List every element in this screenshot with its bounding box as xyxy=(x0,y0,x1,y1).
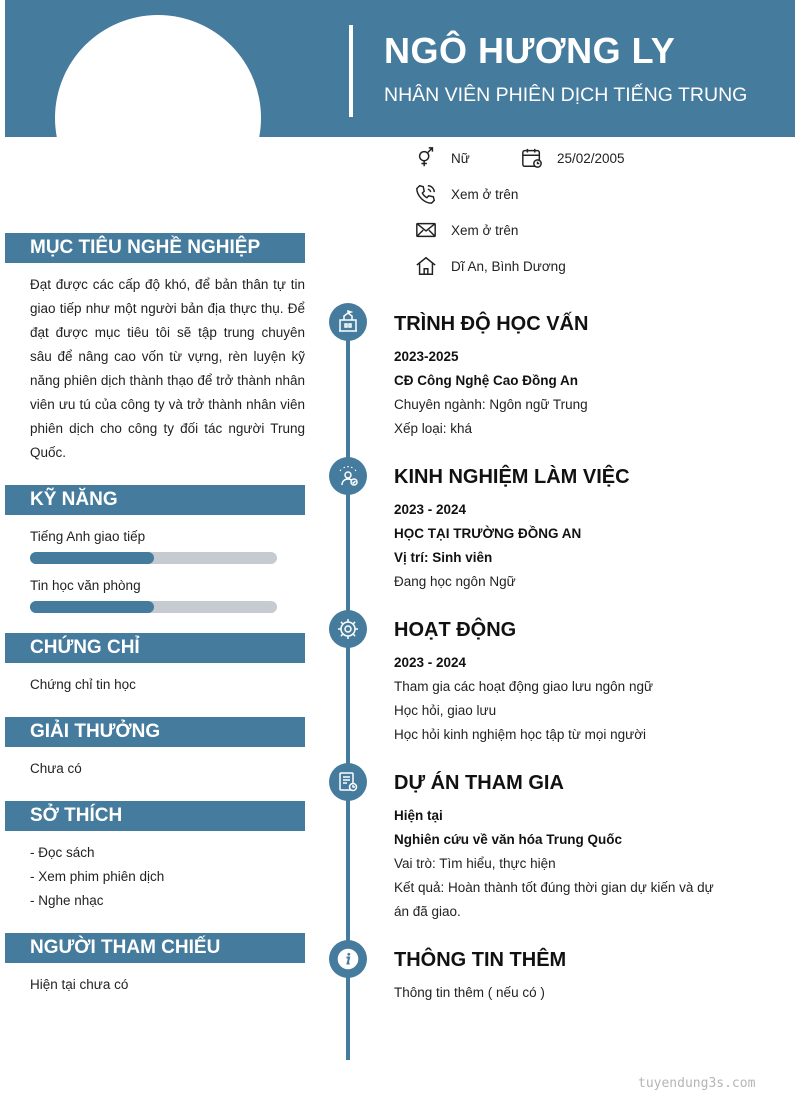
experience-position: Vị trí: Sinh viên xyxy=(394,550,493,565)
candidate-name: NGÔ HƯƠNG LY xyxy=(384,30,676,71)
projects-period: Hiện tại xyxy=(394,808,443,823)
gear-icon xyxy=(336,617,360,641)
extra-icon-badge xyxy=(329,940,367,978)
watermark: tuyendung3s.com xyxy=(638,1076,756,1091)
info-icon xyxy=(336,947,360,971)
experience-period: 2023 - 2024 xyxy=(394,502,467,517)
education-period: 2023-2025 xyxy=(394,349,459,364)
skill-label: Tiếng Anh giao tiếp xyxy=(30,529,146,544)
activity-item: Học hỏi kinh nghiệm học tập từ mọi người xyxy=(394,727,647,742)
experience-title: KINH NGHIỆM LÀM VIỆC xyxy=(394,466,630,488)
references-heading: NGƯỜI THAM CHIẾU xyxy=(5,933,305,963)
experience-description: Đang học ngôn Ngữ xyxy=(394,574,516,589)
gender-value: Nữ xyxy=(451,150,470,166)
envelope-icon xyxy=(415,219,437,241)
hobby-item: - Nghe nhạc xyxy=(30,893,104,908)
skill-bar-fill xyxy=(30,552,154,564)
activities-title: HOẠT ĐỘNG xyxy=(394,619,517,641)
contact-phone xyxy=(415,183,518,205)
contact-email xyxy=(415,219,518,241)
document-icon xyxy=(336,770,360,794)
activities-icon-badge xyxy=(329,610,367,648)
awards-text: Chưa có xyxy=(30,761,82,776)
home-icon xyxy=(415,255,437,277)
activity-item: Học hỏi, giao lưu xyxy=(394,703,497,718)
project-name: Nghiên cứu về văn hóa Trung Quốc xyxy=(394,832,623,847)
projects-icon-badge xyxy=(329,763,367,801)
activity-item: Tham gia các hoạt động giao lưu ngôn ngữ xyxy=(394,679,653,694)
hobby-item: - Xem phim phiên dịch xyxy=(30,869,165,884)
activities-period: 2023 - 2024 xyxy=(394,655,467,670)
experience-company: HỌC TẠI TRƯỜNG ĐỒNG AN xyxy=(394,526,582,541)
school-icon xyxy=(336,310,360,334)
experience-icon-badge xyxy=(329,457,367,495)
contact-birthdate xyxy=(521,147,625,169)
references-text: Hiện tại chưa có xyxy=(30,977,129,992)
contact-address xyxy=(415,255,566,277)
education-grade: Xếp loại: khá xyxy=(394,421,473,436)
project-result: Kết quả: Hoàn thành tốt đúng thời gian dự kiến và dự án đã giao. xyxy=(394,880,714,919)
skill-label: Tin học văn phòng xyxy=(30,578,141,593)
gender-icon xyxy=(415,147,437,169)
certificates-text: Chứng chỉ tin học xyxy=(30,677,136,692)
certificates-heading: CHỨNG CHỈ xyxy=(5,633,305,663)
address-value: Dĩ An, Bình Dương xyxy=(451,258,566,274)
header-divider xyxy=(349,25,353,117)
education-title: TRÌNH ĐỘ HỌC VẤN xyxy=(394,313,589,335)
education-major: Chuyên ngành: Ngôn ngữ Trung xyxy=(394,397,588,412)
hobbies-heading: SỞ THÍCH xyxy=(5,801,305,831)
phone-value: Xem ở trên xyxy=(451,186,519,202)
objective-text: Đạt được các cấp độ khó, để bản thân tự tin giao tiếp như một người bản địa thực thụ. Để đạt được mục tiêu tôi sẽ tập trung chuyên sâu để nâng cao vốn từ vựng, rèn luyện kỹ năng phiên dịch thành thạo để trở thành nhân viên ưu tú của công ty và trở thành nhân viên phiên dịch cho công ty đối tác người Trung Quốc. xyxy=(30,277,305,460)
team-icon xyxy=(336,464,360,488)
education-icon-badge xyxy=(329,303,367,341)
phone-icon xyxy=(415,183,437,205)
hobby-item: - Đọc sách xyxy=(30,845,95,860)
skill-bar xyxy=(30,601,277,613)
skills-heading: KỸ NĂNG xyxy=(5,485,305,515)
project-role: Vai trò: Tìm hiểu, thực hiện xyxy=(394,856,556,871)
skill-bar xyxy=(30,552,277,564)
projects-title: DỰ ÁN THAM GIA xyxy=(394,772,564,794)
avatar xyxy=(55,15,261,221)
extra-title: THÔNG TIN THÊM xyxy=(394,949,567,971)
extra-text: Thông tin thêm ( nếu có ) xyxy=(394,985,545,1000)
education-school: CĐ Công Nghệ Cao Đồng An xyxy=(394,373,578,388)
birthdate-value: 25/02/2005 xyxy=(557,150,625,166)
skill-bar-fill xyxy=(30,601,154,613)
objective-heading: MỤC TIÊU NGHỀ NGHIỆP xyxy=(5,233,305,263)
awards-heading: GIẢI THƯỞNG xyxy=(5,717,305,747)
contact-gender xyxy=(415,147,470,169)
calendar-icon xyxy=(521,147,543,169)
email-value: Xem ở trên xyxy=(451,222,519,238)
candidate-job-title: NHÂN VIÊN PHIÊN DỊCH TIẾNG TRUNG xyxy=(384,84,748,106)
